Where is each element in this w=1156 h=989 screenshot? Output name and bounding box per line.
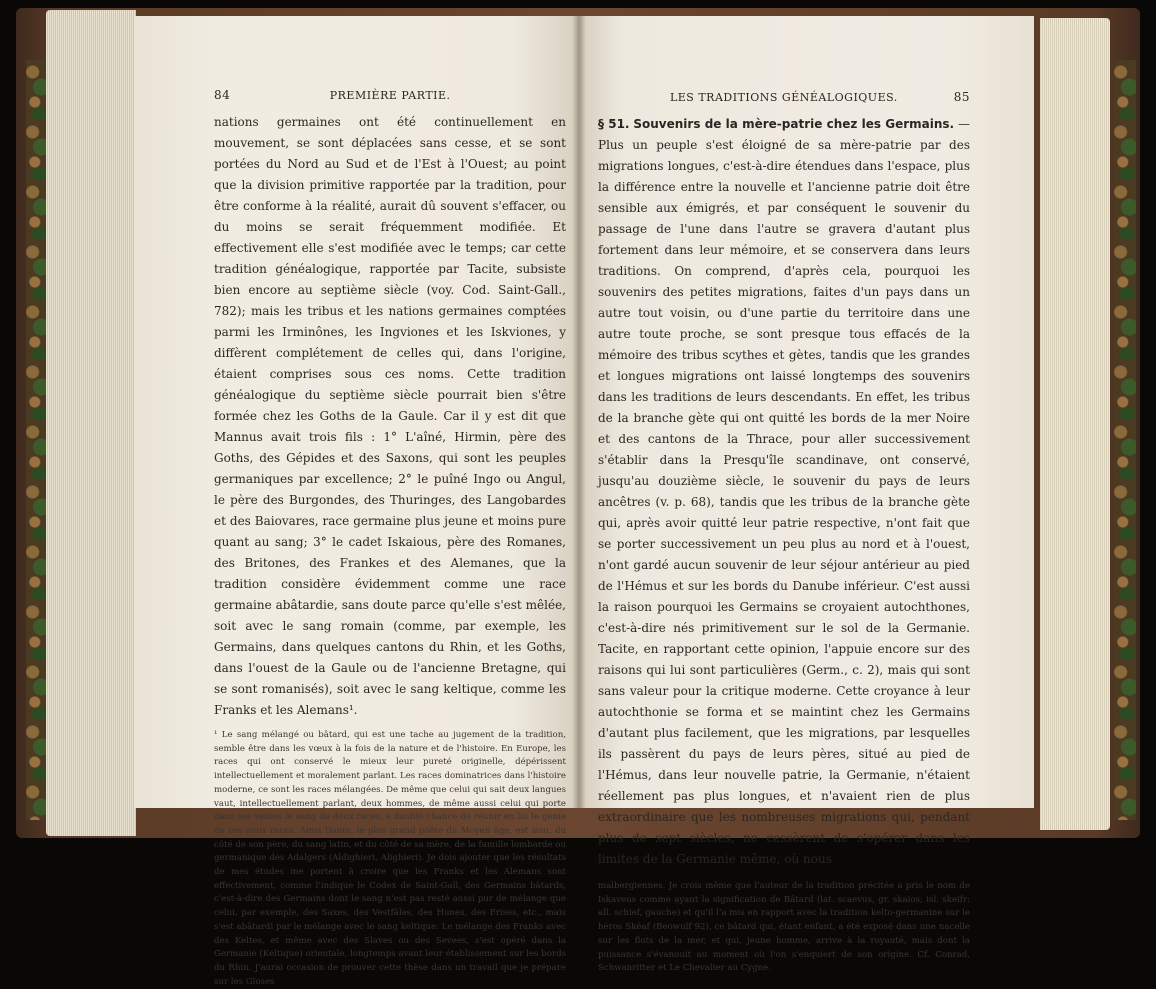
- right-page-content: [598, 90, 970, 976]
- left-running-header: [214, 88, 566, 102]
- left-page-content: [214, 88, 566, 989]
- right-footnote: malbergiennes. Je crois même que l'auteur de la tradition précitée a pris le nom de Iskaveus comme ayant la signification de Bâtard (lat. scaevus, gr. skaios; isl. skeifr; all. schief, gauche) et qu'il l'a mis en rapport avec la tradition kelto-germanine sur le héros Skéaf (Beowulf 92), ce bâtard qui, étant enfant, a été exposé dans une nacelle sur les flots de la mer, et qui, jeune homme, arrive à la royauté, mais dont la puissance s'évanouit au moment où l'on s'enquiert de son origine. Cf. Conrad, Schwanritter et Le Chevalier au Cygne.: [598, 881, 970, 974]
- marbled-edge-left: [26, 60, 48, 820]
- marbled-edge-right: [1114, 60, 1136, 820]
- left-page: [134, 16, 578, 987]
- left-page-number: 84: [214, 88, 231, 102]
- right-body-text: [598, 114, 970, 870]
- section-number: § 51.: [598, 117, 630, 131]
- section-title: Souvenirs de la mère-patrie chez les Germains.: [633, 117, 955, 131]
- right-running-head: LES TRADITIONS GÉNÉALOGIQUES.: [669, 91, 898, 104]
- right-page-number: 85: [953, 90, 970, 104]
- right-running-header: [598, 90, 970, 104]
- book-gutter: [572, 16, 586, 808]
- left-footnote: ¹ Le sang mélangé ou bâtard, qui est une tache au jugement de la tradition, semble être dans les vœux à la fois de la nature et de l'histoire. En Europe, les races qui ont conservé le mieux leur pureté originelle, dépérissent intellectuellement et moralement parlant. Les races dominatrices dans l'histoire moderne, ce sont les races mélangées. De même que celui qui sait deux langues vaut, intellectuellement parlant, deux hommes, de même aussi celui qui porte dans ses veines le sang de deux races, a double chance de réunir en lui le génie de ces deux races. Ainsi Dante, le plus grand poëte du Moyen âge, est issu, du côté de son père, du sang latin, et du côté de sa mère, de la famille lombarde ou germanique des Adalgers (Aldighieri, Alighieri). Je dois ajouter que les résultats de mes études me portent à croire que les Franks et les Alemans sont effectivement, comme l'indique le Codex de Saint-Gall, des Germains bâtards, c'est-à-dire des Germains dont le sang n'est pas resté aussi pur de mélange que celui, par exemple, des Saxes, des Vestfâles, des Hunes, des Frises, etc., mais s'est abâtardi par le mélange avec le sang keltique. Le mélange des Franks avec des Keltes, et même avec des Slaves ou des Sevees, s'est opéré dans la Germanie (Keltique) orientale, longtemps avant leur établissement sur les bords du Rhin. J'aurai occasion de prouver cette thèse dans un travail que je prépare sur les Gloses: [214, 730, 566, 987]
- section-body: — Plus un peuple s'est éloigné de sa mère-patrie par des migrations longues, c'est-à-dire étendues dans l'espace, plus la différence entre la nouvelle et l'ancienne patrie doit être sensible aux émigrés, et par conséquent le souvenir du passage de l'une dans l'autre se gravera d'autant plus fortement dans leur mémoire, et se conservera dans leurs traditions. On comprend, d'après cela, pourquoi les souvenirs des petites migrations, faites d'un pays dans un autre tout voisin, ou d'une partie du territoire dans une autre toute proche, se sont presque tous effacés de la mémoire des tribus scythes et gètes, tandis que les grandes et longues migrations ont laissé longtemps des souvenirs dans les traditions de leurs descendants. En effet, les tribus de la branche gète qui ont quitté les bords de la mer Noire et des cantons de la Thrace, pour aller successivement s'établir dans la Presqu'île scandinave, ont conservé, jusqu'au douzième siècle, le souvenir du pays de leurs ancêtres (v. p. 68), tandis que les tribus de la branche gète qui, après avoir quitté leur patrie respective, n'ont fait que se porter successivement un peu plus au nord et à l'ouest, n'ont gardé aucun souvenir de leur séjour antérieur au pied de l'Hémus et sur les bords du Danube inférieur. C'est aussi la raison pourquoi les Germains se croyaient autochthones, c'est-à-dire nés primitivement sur le sol de la Germanie. Tacite, en rapportant cette opinion, l'appuie encore sur des raisons qui lui sont particulières (Germ., c. 2), mais qui sont sans valeur pour la critique moderne. Cette croyance à leur autochthonie se forma et se maintint chez les Germains d'autant plus facilement, que les migrations, par lesquelles ils passèrent du pays de leurs pères, situé au pied de l'Hémus, dans leur nouvelle patrie, la Germanie, n'étaient réellement pas plus longues, et n'avaient rien de plus extraordinaire que les nombreuses migrations qui, pendant plus de sept siècles, ne cessèrent de s'opérer dans les limites de la Germanie même, où nous: [598, 117, 970, 866]
- page-edges-left: [46, 10, 136, 836]
- left-body-text: nations germaines ont été continuellement en mouvement, se sont déplacées sans cesse, et se sont portées du Nord au Sud et de l'Est à l'Ouest; au point que la division primitive rapportée par la tradition, pour être conforme à la réalité, aurait dû souvent s'effacer, ou du moins se serait fréquemment modifiée. Et effectivement elle s'est modifiée avec le temps; car cette tradition généalogique, rapportée par Tacite, subsiste bien encore au septième siècle (voy. Cod. Saint-Gall., 782); mais les tribus et les nations germaines comptées parmi les Irminônes, les Ingviones et les Iskviones, y diffèrent complétement de celles qui, dans l'origine, étaient comprises sous ces noms. Cette tradition généalogique du septième siècle pourrait bien s'être formée chez les Goths de la Gaule. Car il y est dit que Mannus avait trois fils : 1° L'aîné, Hirmin, père des Goths, des Gépides et des Saxons, qui sont les peuples germaniques par excellence; 2° le puîné Ingo ou Angul, le père des Burgondes, des Thuringes, des Langobardes et des Baiovares, race germaine plus jeune et moins pure quant au sang; 3° le cadet Iskaious, père des Romanes, des Britones, des Frankes et des Alemanes, que la tradition considère évidemment comme une race germaine abâtardie, sans doute parce qu'elle s'est mêlée, soit avec le sang romain (comme, par exemple, les Germains, dans quelques cantons du Rhin, et les Goths, dans l'ouest de la Gaule ou de l'ancienne Bretagne, qui se sont romanisés), soit avec le sang keltique, comme les Franks et les Alemans¹.: [214, 115, 566, 717]
- page-edges-right: [1040, 18, 1110, 830]
- left-running-head: PREMIÈRE PARTIE.: [329, 89, 451, 102]
- right-page: [578, 16, 1034, 974]
